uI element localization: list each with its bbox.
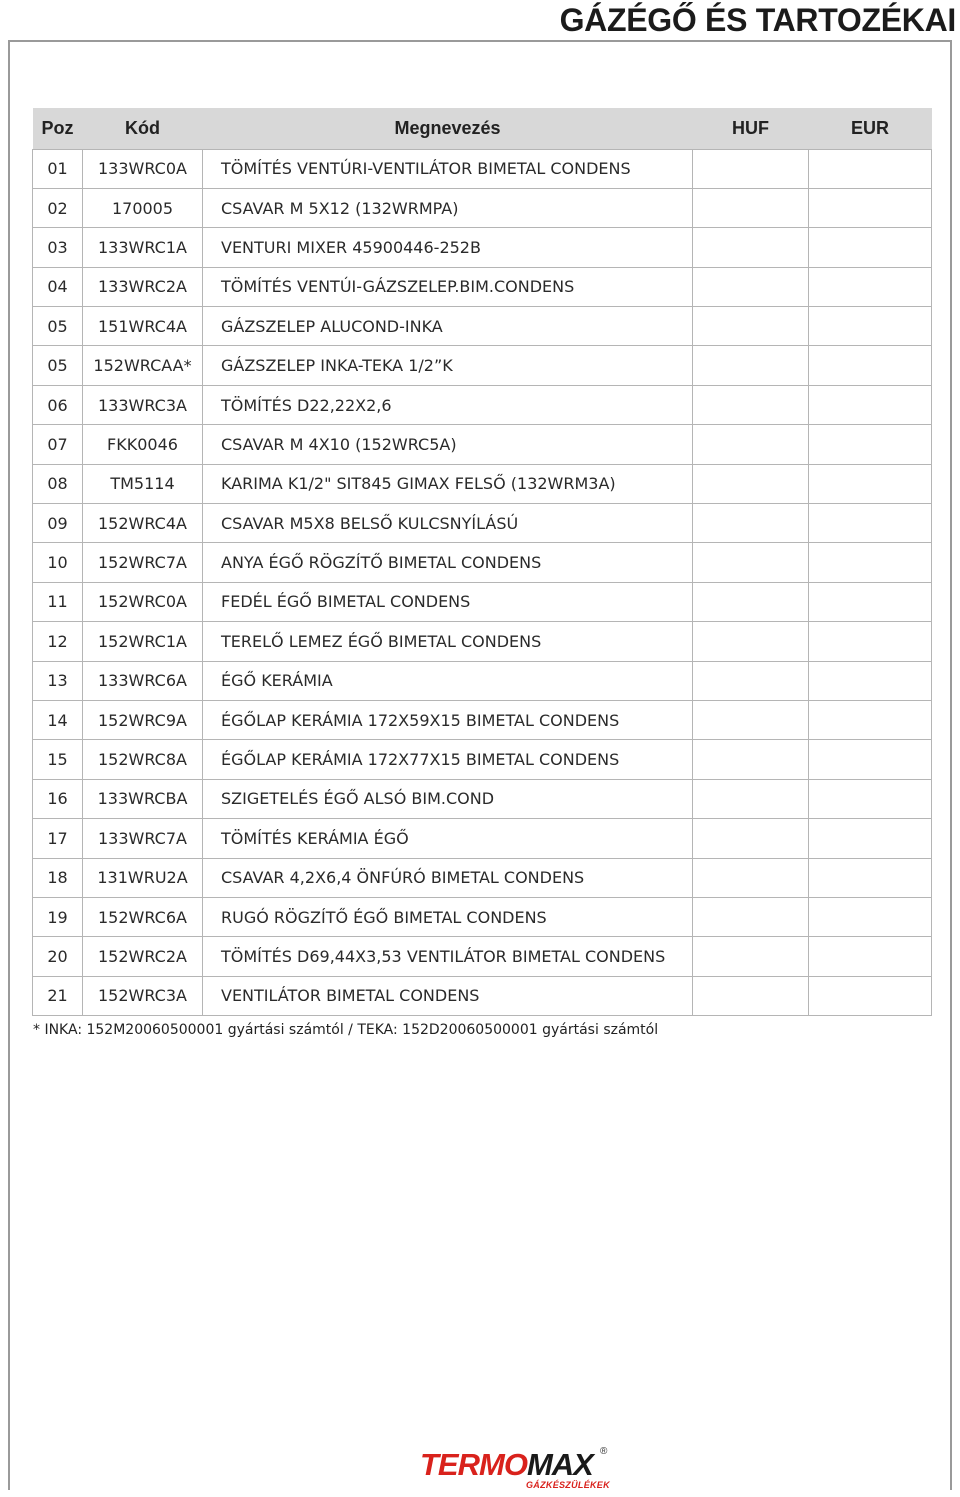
logo-subtitle: GÁZKÉSZÜLÉKEK (526, 1480, 610, 1490)
table-row (33, 582, 932, 621)
cell-eur (809, 937, 932, 976)
cell-kod: 152WRC9A (83, 700, 203, 739)
parts-table (32, 108, 932, 1016)
registered-mark: ® (600, 1446, 608, 1457)
cell-eur (809, 779, 932, 818)
cell-huf (693, 937, 809, 976)
cell-huf (693, 307, 809, 346)
cell-kod: 152WRC6A (83, 897, 203, 936)
table-row (33, 149, 932, 188)
table-row (33, 346, 932, 385)
cell-eur (809, 582, 932, 621)
cell-eur (809, 819, 932, 858)
cell-kod: 133WRC2A (83, 267, 203, 306)
cell-megnevezes: TERELŐ LEMEZ ÉGŐ BIMETAL CONDENS (203, 622, 693, 661)
cell-kod: FKK0046 (83, 425, 203, 464)
cell-megnevezes: FEDÉL ÉGŐ BIMETAL CONDENS (203, 582, 693, 621)
cell-megnevezes: TÖMÍTÉS VENTÚRI-VENTILÁTOR BIMETAL CONDENS (203, 149, 693, 188)
cell-kod: 152WRCAA* (83, 346, 203, 385)
table-row (33, 700, 932, 739)
cell-megnevezes: ÉGŐLAP KERÁMIA 172X59X15 BIMETAL CONDENS (203, 700, 693, 739)
cell-huf (693, 425, 809, 464)
cell-megnevezes: VENTILÁTOR BIMETAL CONDENS (203, 976, 693, 1015)
cell-huf (693, 267, 809, 306)
cell-eur (809, 976, 932, 1015)
cell-eur (809, 267, 932, 306)
table-row (33, 385, 932, 424)
cell-poz: 07 (33, 425, 83, 464)
title-band (0, 0, 960, 42)
cell-kod: 133WRC7A (83, 819, 203, 858)
cell-eur (809, 425, 932, 464)
cell-poz: 05 (33, 307, 83, 346)
table-row (33, 464, 932, 503)
cell-huf (693, 819, 809, 858)
cell-huf (693, 228, 809, 267)
cell-poz: 03 (33, 228, 83, 267)
cell-poz: 17 (33, 819, 83, 858)
table-header-row (33, 108, 932, 149)
cell-megnevezes: TÖMÍTÉS D69,44X3,53 VENTILÁTOR BIMETAL CONDENS (203, 937, 693, 976)
cell-eur (809, 543, 932, 582)
cell-eur (809, 622, 932, 661)
cell-megnevezes: GÁZSZELEP ALUCOND-INKA (203, 307, 693, 346)
cell-megnevezes: ÉGŐLAP KERÁMIA 172X77X15 BIMETAL CONDENS (203, 740, 693, 779)
cell-huf (693, 661, 809, 700)
cell-huf (693, 385, 809, 424)
table-row (33, 897, 932, 936)
footnote: * INKA: 152M20060500001 gyártási számtól / TEKA: 152D20060500001 gyártási számtól (33, 1022, 659, 1038)
cell-huf (693, 504, 809, 543)
cell-kod: 152WRC7A (83, 543, 203, 582)
cell-poz: 09 (33, 504, 83, 543)
header-megnevezes: Megnevezés (203, 108, 693, 149)
cell-huf (693, 464, 809, 503)
table-row (33, 425, 932, 464)
cell-eur (809, 897, 932, 936)
header-huf: HUF (693, 108, 809, 149)
table-row (33, 740, 932, 779)
cell-huf (693, 976, 809, 1015)
header-kod: Kód (83, 108, 203, 149)
table-body (33, 149, 932, 1016)
cell-megnevezes: KARIMA K1/2" SIT845 GIMAX FELSŐ (132WRM3A) (203, 464, 693, 503)
cell-megnevezes: CSAVAR 4,2X6,4 ÖNFÚRÓ BIMETAL CONDENS (203, 858, 693, 897)
cell-poz: 11 (33, 582, 83, 621)
parts-table-wrap (32, 108, 931, 1016)
page-title: GÁZÉGŐ ÉS TARTOZÉKAI (559, 2, 956, 38)
cell-megnevezes: CSAVAR M 4X10 (152WRC5A) (203, 425, 693, 464)
cell-kod: 152WRC1A (83, 622, 203, 661)
cell-kod: 133WRC0A (83, 149, 203, 188)
cell-poz: 10 (33, 543, 83, 582)
table-row (33, 228, 932, 267)
cell-poz: 21 (33, 976, 83, 1015)
cell-kod: 133WRC1A (83, 228, 203, 267)
cell-poz: 04 (33, 267, 83, 306)
cell-eur (809, 661, 932, 700)
cell-kod: 152WRC4A (83, 504, 203, 543)
cell-megnevezes: TÖMÍTÉS KERÁMIA ÉGŐ (203, 819, 693, 858)
cell-poz: 02 (33, 188, 83, 227)
cell-poz: 01 (33, 149, 83, 188)
cell-huf (693, 622, 809, 661)
cell-eur (809, 346, 932, 385)
cell-huf (693, 582, 809, 621)
table-row (33, 779, 932, 818)
logo-wordmark: TERMOMAX (420, 1447, 593, 1482)
cell-poz: 08 (33, 464, 83, 503)
cell-megnevezes: SZIGETELÉS ÉGŐ ALSÓ BIM.COND (203, 779, 693, 818)
cell-kod: 131WRU2A (83, 858, 203, 897)
cell-kod: 133WRC3A (83, 385, 203, 424)
cell-eur (809, 504, 932, 543)
cell-megnevezes: TÖMÍTÉS VENTÚI-GÁZSZELEP.BIM.CONDENS (203, 267, 693, 306)
cell-eur (809, 188, 932, 227)
cell-eur (809, 740, 932, 779)
termomax-logo (420, 1448, 610, 1493)
cell-huf (693, 188, 809, 227)
cell-poz: 15 (33, 740, 83, 779)
cell-poz: 05 (33, 346, 83, 385)
cell-eur (809, 149, 932, 188)
cell-kod: 152WRC0A (83, 582, 203, 621)
table-row (33, 188, 932, 227)
header-poz: Poz (33, 108, 83, 149)
cell-megnevezes: RUGÓ RÖGZÍTŐ ÉGŐ BIMETAL CONDENS (203, 897, 693, 936)
cell-kod: 133WRC6A (83, 661, 203, 700)
table-row (33, 543, 932, 582)
cell-eur (809, 307, 932, 346)
cell-huf (693, 149, 809, 188)
cell-eur (809, 228, 932, 267)
cell-kod: 151WRC4A (83, 307, 203, 346)
cell-eur (809, 464, 932, 503)
cell-kod: 152WRC3A (83, 976, 203, 1015)
cell-poz: 18 (33, 858, 83, 897)
cell-kod: TM5114 (83, 464, 203, 503)
cell-megnevezes: GÁZSZELEP INKA-TEKA 1/2”K (203, 346, 693, 385)
cell-huf (693, 779, 809, 818)
table-row (33, 976, 932, 1015)
cell-megnevezes: CSAVAR M 5X12 (132WRMPA) (203, 188, 693, 227)
table-row (33, 622, 932, 661)
cell-poz: 19 (33, 897, 83, 936)
cell-kod: 152WRC8A (83, 740, 203, 779)
cell-megnevezes: CSAVAR M5X8 BELSŐ KULCSNYÍLÁSÚ (203, 504, 693, 543)
cell-huf (693, 346, 809, 385)
cell-poz: 16 (33, 779, 83, 818)
header-eur: EUR (809, 108, 932, 149)
cell-huf (693, 897, 809, 936)
cell-eur (809, 700, 932, 739)
cell-megnevezes: VENTURI MIXER 45900446-252B (203, 228, 693, 267)
cell-kod: 152WRC2A (83, 937, 203, 976)
cell-huf (693, 740, 809, 779)
cell-poz: 14 (33, 700, 83, 739)
table-row (33, 267, 932, 306)
cell-kod: 133WRCBA (83, 779, 203, 818)
cell-kod: 170005 (83, 188, 203, 227)
cell-poz: 12 (33, 622, 83, 661)
table-row (33, 307, 932, 346)
table-row (33, 937, 932, 976)
table-row (33, 661, 932, 700)
table-row (33, 858, 932, 897)
table-row (33, 819, 932, 858)
cell-megnevezes: ÉGŐ KERÁMIA (203, 661, 693, 700)
cell-eur (809, 858, 932, 897)
cell-megnevezes: ANYA ÉGŐ RÖGZÍTŐ BIMETAL CONDENS (203, 543, 693, 582)
cell-huf (693, 700, 809, 739)
table-row (33, 504, 932, 543)
cell-poz: 13 (33, 661, 83, 700)
cell-huf (693, 543, 809, 582)
cell-poz: 20 (33, 937, 83, 976)
cell-poz: 06 (33, 385, 83, 424)
cell-eur (809, 385, 932, 424)
cell-megnevezes: TÖMÍTÉS D22,22X2,6 (203, 385, 693, 424)
cell-huf (693, 858, 809, 897)
